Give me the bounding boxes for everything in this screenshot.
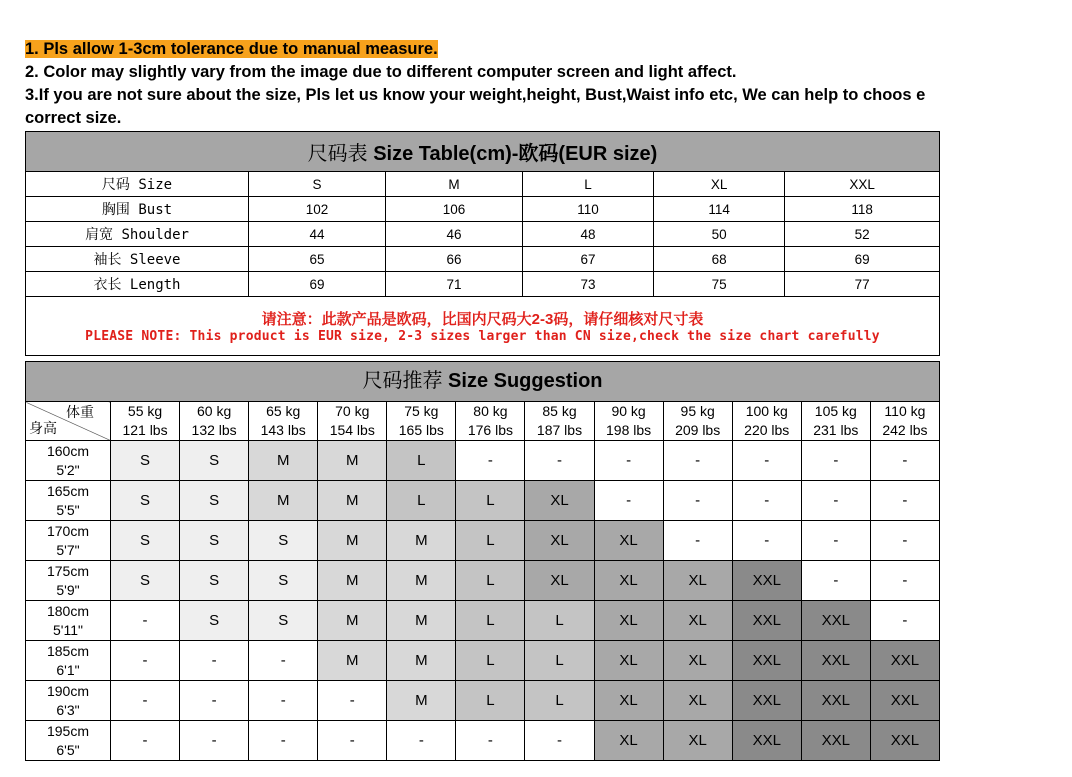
suggested-size-cell: L [456,681,525,721]
suggested-size-cell: - [663,481,732,521]
weight-header [594,402,663,441]
size-cell: 106 [385,197,522,222]
height-ft: 5'11" [53,621,83,638]
size-table-body [26,172,940,297]
weight-kg: 105 kg [814,403,857,419]
size-note-cn: 请注意：此款产品是欧码，比国内尺码大2-3码，请仔细核对尺寸表 [261,311,704,328]
suggested-size-cell: M [387,601,456,641]
suggested-size-cell: - [456,441,525,481]
size-cell: 75 [654,272,785,297]
suggested-size-cell: M [318,601,387,641]
suggested-size-cell: - [387,721,456,761]
size-cell: 118 [785,197,940,222]
suggested-size-cell: XL [663,561,732,601]
suggested-size-cell: XXL [870,681,939,721]
height-cm: 185cm [46,642,90,659]
suggested-size-cell: S [180,521,249,561]
suggestion-title: 尺码推荐 Size Suggestion [26,362,940,402]
height-ft: 6'5" [56,741,80,758]
height-header [26,521,111,561]
suggested-size-cell: - [663,441,732,481]
suggested-size-cell: - [870,601,939,641]
suggested-size-cell: XL [594,641,663,681]
weight-header [318,402,387,441]
suggested-size-cell: - [111,641,180,681]
corner-cell [26,402,111,441]
weight-lbs: 143 lbs [260,422,306,438]
weight-header [180,402,249,441]
size-cell: 73 [522,272,653,297]
size-cell: 110 [522,197,653,222]
weight-header [249,402,318,441]
weight-header [870,402,939,441]
suggestion-row [26,481,940,521]
size-cell: 71 [385,272,522,297]
height-header [26,641,111,681]
size-table [25,131,940,356]
size-cell: 67 [522,247,653,272]
suggested-size-cell: S [249,561,318,601]
size-cell: 69 [249,272,386,297]
height-cm: 165cm [46,482,90,499]
size-cell: 102 [249,197,386,222]
size-row [26,222,940,247]
weight-header [456,402,525,441]
suggested-size-cell: XXL [870,721,939,761]
weight-lbs: 176 lbs [467,422,513,438]
suggested-size-cell: - [111,681,180,721]
height-ft: 5'7" [56,541,80,558]
suggested-size-cell: XXL [801,681,870,721]
suggested-size-cell: L [456,561,525,601]
suggested-size-cell: XL [663,641,732,681]
suggested-size-cell: - [870,441,939,481]
suggested-size-cell: - [456,721,525,761]
height-cm: 180cm [46,602,90,619]
suggested-size-cell: - [249,681,318,721]
height-header [26,441,111,481]
size-row-label: 胸围 Bust [26,197,249,222]
weight-header [525,402,594,441]
suggested-size-cell: XXL [801,721,870,761]
weight-kg: 80 kg [473,403,508,419]
weight-lbs: 154 lbs [329,422,375,438]
weight-lbs: 242 lbs [882,422,928,438]
suggestion-row [26,681,940,721]
suggested-size-cell: S [111,481,180,521]
suggested-size-cell: - [594,441,663,481]
weight-kg: 95 kg [680,403,715,419]
suggested-size-cell: XXL [801,641,870,681]
suggested-size-cell: XXL [870,641,939,681]
suggested-size-cell: XXL [732,641,801,681]
suggested-size-cell: XL [525,561,594,601]
size-cell: 48 [522,222,653,247]
size-cell: 66 [385,247,522,272]
weight-kg: 65 kg [266,403,301,419]
suggested-size-cell: - [801,441,870,481]
suggested-size-cell: L [387,441,456,481]
suggested-size-cell: L [525,601,594,641]
suggested-size-cell: M [318,441,387,481]
size-cell: S [249,172,386,197]
size-note [26,297,940,356]
note-1 [25,38,970,61]
weight-lbs: 165 lbs [398,422,444,438]
size-cell: M [385,172,522,197]
weight-header [801,402,870,441]
height-cm: 175cm [46,562,90,579]
suggested-size-cell: - [732,481,801,521]
corner-height-label: 身高 [29,420,57,436]
suggested-size-cell: S [180,481,249,521]
weight-kg: 70 kg [335,403,370,419]
size-cell: 44 [249,222,386,247]
suggested-size-cell: - [870,481,939,521]
suggested-size-cell: XL [594,681,663,721]
suggestion-row [26,601,940,641]
weight-lbs: 198 lbs [606,422,652,438]
height-ft: 5'9" [56,581,80,598]
suggested-size-cell: M [318,481,387,521]
size-cell: 77 [785,272,940,297]
suggested-size-cell: S [111,521,180,561]
height-header [26,721,111,761]
weight-header [663,402,732,441]
suggested-size-cell: S [111,441,180,481]
suggested-size-cell: - [870,561,939,601]
suggestion-row [26,441,940,481]
size-cell: 52 [785,222,940,247]
weight-kg: 75 kg [404,403,439,419]
suggested-size-cell: S [249,601,318,641]
suggested-size-cell: L [387,481,456,521]
size-row [26,247,940,272]
suggested-size-cell: XXL [732,721,801,761]
suggested-size-cell: - [111,721,180,761]
notes [25,38,970,130]
suggested-size-cell: M [387,521,456,561]
suggestion-row [26,641,940,681]
suggested-size-cell: L [525,681,594,721]
suggested-size-cell: - [801,481,870,521]
size-row-label: 肩宽 Shoulder [26,222,249,247]
suggestion-row [26,721,940,761]
suggested-size-cell: XL [663,681,732,721]
weight-lbs: 132 lbs [191,422,237,438]
size-cell: XXL [785,172,940,197]
weight-lbs: 220 lbs [744,422,790,438]
suggested-size-cell: XL [594,601,663,641]
height-cm: 160cm [46,442,90,459]
suggested-size-cell: - [525,441,594,481]
weight-kg: 100 kg [745,403,788,419]
suggested-size-cell: M [387,681,456,721]
corner-weight-label: 体重 [66,404,94,420]
suggested-size-cell: - [732,441,801,481]
size-cell: 65 [249,247,386,272]
suggested-size-cell: XXL [732,601,801,641]
height-header [26,601,111,641]
size-note-en: PLEASE NOTE: This product is EUR size, 2-3 sizes larger than CN size,check the size chart carefully [85,329,880,344]
suggested-size-cell: M [387,561,456,601]
weight-lbs: 187 lbs [536,422,583,438]
weight-header-row [26,402,940,441]
suggested-size-cell: - [525,721,594,761]
suggested-size-cell: S [180,441,249,481]
suggested-size-cell: - [249,721,318,761]
weight-kg: 110 kg [884,403,926,419]
suggested-size-cell: M [249,481,318,521]
note-1-highlight: 1. Pls allow 1-3cm tolerance due to manual measure. [25,40,438,58]
weight-lbs: 121 lbs [122,422,168,438]
suggestion-body [26,441,940,761]
suggested-size-cell: - [318,721,387,761]
suggested-size-cell: M [387,641,456,681]
weight-header [387,402,456,441]
size-row-label: 尺码 Size [26,172,249,197]
suggested-size-cell: - [249,641,318,681]
suggested-size-cell: L [456,601,525,641]
height-header [26,561,111,601]
suggested-size-cell: S [180,601,249,641]
weight-kg: 85 kg [542,403,577,419]
suggested-size-cell: - [111,601,180,641]
suggestion-row [26,521,940,561]
suggested-size-cell: - [180,681,249,721]
size-row [26,272,940,297]
suggested-size-cell: M [249,441,318,481]
height-cm: 170cm [46,522,90,539]
suggested-size-cell: M [318,641,387,681]
weight-kg: 55 kg [127,403,163,419]
suggested-size-cell: - [180,641,249,681]
suggested-size-cell: - [663,521,732,561]
suggested-size-cell: XL [594,521,663,561]
suggested-size-cell: XXL [732,681,801,721]
size-table-title: 尺码表 Size Table(cm)-欧码(EUR size) [26,132,940,172]
suggested-size-cell: XL [594,721,663,761]
size-suggestion-table [25,361,940,761]
suggested-size-cell: - [801,521,870,561]
size-cell: L [522,172,653,197]
weight-kg: 60 kg [196,403,232,419]
height-header [26,481,111,521]
size-row-label: 衣长 Length [26,272,249,297]
suggested-size-cell: - [594,481,663,521]
weight-header [111,402,180,441]
suggested-size-cell: - [318,681,387,721]
size-cell: 50 [654,222,785,247]
suggestion-row [26,561,940,601]
suggested-size-cell: XL [525,521,594,561]
suggested-size-cell: XXL [732,561,801,601]
suggested-size-cell: XL [663,601,732,641]
suggested-size-cell: S [249,521,318,561]
size-row-label: 袖长 Sleeve [26,247,249,272]
suggested-size-cell: L [456,521,525,561]
note-2: 2. Color may slightly vary from the image due to different computer screen and light affect. [25,63,737,81]
suggested-size-cell: S [111,561,180,601]
size-row [26,172,940,197]
suggested-size-cell: M [318,521,387,561]
suggested-size-cell: XXL [801,601,870,641]
height-ft: 5'5" [56,501,80,518]
suggested-size-cell: - [180,721,249,761]
height-ft: 5'2" [56,461,80,478]
suggested-size-cell: XL [525,481,594,521]
weight-header [732,402,801,441]
note-3: 3.If you are not sure about the size, Pls let us know your weight,height, Bust,Waist info etc, We can help to choos e correct size. [25,86,926,127]
size-cell: 69 [785,247,940,272]
height-ft: 6'1" [56,661,80,678]
height-ft: 6'3" [56,701,80,718]
size-row [26,197,940,222]
height-cm: 195cm [46,722,90,739]
suggested-size-cell: M [318,561,387,601]
size-cell: 114 [654,197,785,222]
size-cell: 68 [654,247,785,272]
height-header [26,681,111,721]
suggested-size-cell: - [801,561,870,601]
suggested-size-cell: XL [594,561,663,601]
suggested-size-cell: L [525,641,594,681]
suggested-size-cell: - [732,521,801,561]
suggested-size-cell: XL [663,721,732,761]
weight-kg: 90 kg [611,403,646,419]
height-cm: 190cm [46,682,90,699]
size-cell: 46 [385,222,522,247]
weight-lbs: 209 lbs [675,422,721,438]
suggested-size-cell: L [456,481,525,521]
suggested-size-cell: S [180,561,249,601]
size-cell: XL [654,172,785,197]
suggested-size-cell: L [456,641,525,681]
suggested-size-cell: - [870,521,939,561]
weight-lbs: 231 lbs [813,422,859,438]
